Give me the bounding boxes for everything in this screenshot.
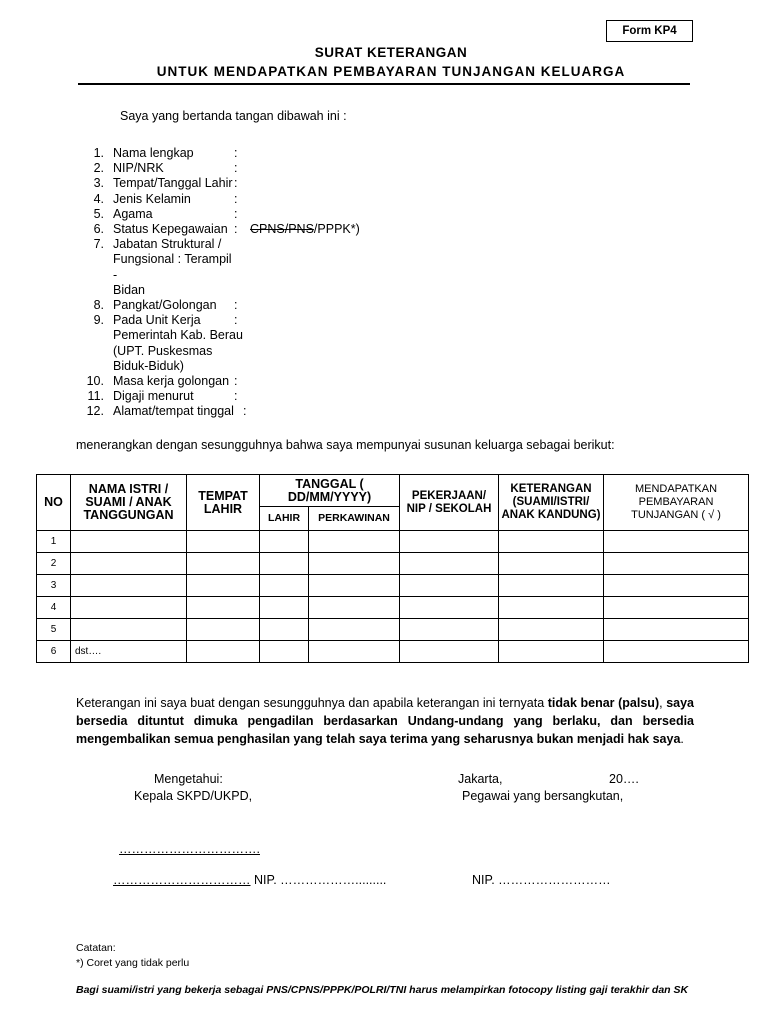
field-label: Digaji menurut (113, 389, 194, 404)
field-masa-kerja (82, 374, 382, 389)
row-nama (71, 619, 187, 641)
field-colon (234, 252, 244, 282)
row-number: 4 (37, 597, 71, 619)
field-label: Pada Unit Kerja (113, 313, 201, 328)
field-number: 10. (86, 374, 104, 389)
field-jabatan-cont (82, 252, 382, 282)
signature-dotted-line: ……………………………. (119, 842, 260, 856)
row-cell (260, 619, 309, 641)
field-number (82, 344, 113, 359)
field-label: Tempat/Tanggal Lahir (113, 176, 233, 191)
field-nama-lengkap (82, 146, 382, 161)
field-jabatan (82, 237, 382, 252)
row-nama: dst…. (71, 641, 187, 663)
field-label: NIP/NRK (113, 161, 164, 176)
table-row (37, 553, 749, 575)
field-label: Jenis Kelamin (113, 191, 191, 206)
field-nip-nrk (82, 161, 382, 176)
family-intro-text: menerangkan dengan sesungguhnya bahwa saya mempunyai susunan keluarga sebagai berikut: (76, 438, 615, 452)
field-label: Agama (113, 206, 153, 221)
statement-text: . (680, 732, 684, 746)
header-no: NO (37, 475, 71, 531)
notes-title: Catatan: (76, 942, 116, 954)
row-cell (260, 575, 309, 597)
field-number: 7. (93, 237, 104, 252)
field-colon: : (234, 389, 238, 404)
row-cell (309, 641, 400, 663)
field-colon: : (234, 298, 238, 313)
row-cell (604, 575, 749, 597)
signature-pegawai: Pegawai yang bersangkutan, (462, 789, 624, 803)
row-cell (400, 619, 499, 641)
row-number: 1 (37, 531, 71, 553)
struck-pns: PNS (288, 222, 314, 237)
row-cell (187, 575, 260, 597)
row-cell (604, 619, 749, 641)
signature-mengetahui: Mengetahui: (154, 772, 223, 786)
form-code-box: Form KP4 (606, 20, 693, 42)
signature-year: 20…. (609, 772, 639, 786)
field-number: 5. (93, 206, 104, 221)
title-underline (78, 83, 690, 85)
field-colon: : (234, 191, 238, 206)
struck-separator: / (284, 222, 289, 237)
statement-bold-palsu: tidak benar (palsu) (547, 696, 660, 710)
field-status-kepegawaian (82, 222, 382, 237)
statement-bold-commitment: saya bersedia dituntut dimuka pengadilan berdasarkan Undang-undang yang berlaku, dan bersedia mengembalikan semua penghasilan yang telah saya terima yang seharusnya bukan menjadi hak saya (76, 696, 694, 746)
field-colon: : (234, 222, 238, 237)
header-mendapatkan: MENDAPATKAN PEMBAYARAN TUNJANGAN ( √ ) (604, 475, 749, 531)
table-row (37, 619, 749, 641)
name-dots: …………………………… (113, 873, 251, 887)
field-label: Biduk-Biduk) (113, 358, 184, 373)
header-keterangan: KETERANGAN (SUAMI/ISTRI/ ANAK KANDUNG) (499, 475, 604, 531)
row-cell (309, 553, 400, 575)
nip-left: NIP. ………………......... (250, 873, 387, 887)
field-colon (234, 359, 244, 374)
signature-place: Jakarta, (458, 772, 503, 786)
row-cell (499, 575, 604, 597)
field-number: 12. (86, 404, 104, 419)
field-number (82, 283, 113, 298)
row-number: 6 (37, 641, 71, 663)
struck-cpns: CPNS (250, 222, 285, 237)
field-colon: : (234, 313, 238, 328)
field-label: Bidan (113, 282, 145, 297)
field-colon: : (234, 146, 238, 160)
signature-kepala: Kepala SKPD/UKPD, (134, 789, 253, 803)
row-cell (400, 575, 499, 597)
field-label: Pangkat/Golongan (113, 298, 217, 313)
row-nama (71, 531, 187, 553)
row-cell (400, 553, 499, 575)
field-digaji-menurut (82, 389, 382, 404)
row-cell (400, 597, 499, 619)
field-colon: : (234, 161, 238, 176)
row-cell (187, 553, 260, 575)
family-table (36, 474, 749, 663)
row-number: 2 (37, 553, 71, 575)
field-number: 11. (87, 389, 104, 404)
field-colon: : (234, 374, 238, 389)
row-cell (499, 619, 604, 641)
field-number (82, 328, 113, 343)
notes-item: *) Coret yang tidak perlu (76, 957, 190, 969)
table-row (37, 575, 749, 597)
field-pangkat-golongan (82, 298, 382, 313)
row-cell (400, 531, 499, 553)
row-cell (187, 597, 260, 619)
field-unit-kerja-cont3 (82, 359, 382, 374)
field-number: 6. (93, 222, 104, 237)
field-label: Alamat/tempat tinggal (113, 404, 234, 419)
row-cell (499, 553, 604, 575)
row-cell (499, 531, 604, 553)
statement-text: Keterangan ini saya buat dengan sesungguhnya dan apabila keterangan ini ternyata (76, 696, 548, 710)
field-alamat (82, 404, 382, 419)
row-number: 3 (37, 575, 71, 597)
statement-text: , (659, 696, 667, 710)
document-subtitle: UNTUK MENDAPATKAN PEMBAYARAN TUNJANGAN KELUARGA (156, 64, 626, 79)
table-row (37, 531, 749, 553)
field-label: Pemerintah Kab. Berau (113, 328, 243, 343)
field-number (82, 252, 113, 282)
field-label: Nama lengkap (113, 146, 194, 160)
field-colon: : (234, 176, 238, 191)
row-cell (187, 619, 260, 641)
row-cell (309, 575, 400, 597)
field-unit-kerja-cont (82, 328, 382, 343)
row-nama (71, 575, 187, 597)
header-lahir: LAHIR (260, 507, 309, 531)
row-cell (187, 531, 260, 553)
field-label: Status Kepegawaian (113, 222, 228, 237)
field-colon: : (243, 404, 247, 419)
header-tanggal: TANGGAL ( DD/MM/YYYY) (260, 475, 400, 507)
footer-note: Bagi suami/istri yang bekerja sebagai PNS/CPNS/PPPK/POLRI/TNI harus melampirkan fotocopy listing gaji terakhir dan SK (76, 984, 689, 996)
status-kepegawaian-value (244, 222, 360, 237)
field-number: 9. (93, 313, 104, 328)
statement-paragraph (76, 694, 694, 748)
row-nama (71, 553, 187, 575)
row-cell (260, 531, 309, 553)
row-cell (604, 597, 749, 619)
row-number: 5 (37, 619, 71, 641)
field-number (82, 359, 113, 374)
field-label: Jabatan Struktural / (113, 237, 222, 252)
row-cell (260, 641, 309, 663)
row-cell (604, 553, 749, 575)
intro-text: Saya yang bertanda tangan dibawah ini : (120, 109, 347, 123)
row-nama (71, 597, 187, 619)
row-cell (260, 553, 309, 575)
row-cell (309, 531, 400, 553)
row-cell (187, 641, 260, 663)
field-number: 4. (93, 191, 104, 206)
row-cell (400, 641, 499, 663)
field-number: 8. (93, 298, 104, 313)
field-unit-kerja-cont2 (82, 344, 382, 359)
header-perkawinan: PERKAWINAN (309, 507, 400, 531)
row-cell (604, 531, 749, 553)
nip-right: NIP. ……………………… (472, 873, 611, 887)
document-title: SURAT KETERANGAN (314, 45, 468, 60)
field-tempat-tanggal-lahir (82, 176, 382, 191)
field-agama (82, 207, 382, 222)
field-colon (234, 283, 244, 298)
row-cell (499, 597, 604, 619)
row-cell (604, 641, 749, 663)
field-colon (253, 328, 263, 343)
field-colon (234, 237, 244, 252)
field-number: 2. (93, 161, 104, 176)
field-number: 3. (93, 176, 104, 191)
row-cell (309, 619, 400, 641)
table-row (37, 597, 749, 619)
field-label: Fungsional : Terampil - (113, 252, 232, 282)
header-nama: NAMA ISTRI / SUAMI / ANAK TANGGUNGAN (71, 475, 187, 531)
personal-fields-list (82, 146, 382, 420)
row-cell (260, 597, 309, 619)
table-row (37, 641, 749, 663)
field-jabatan-cont2 (82, 283, 382, 298)
status-remaining: /PPPK*) (313, 222, 360, 237)
header-pekerjaan: PEKERJAAN/ NIP / SEKOLAH (400, 475, 499, 531)
field-unit-kerja (82, 313, 382, 328)
header-tempat-lahir: TEMPAT LAHIR (187, 475, 260, 531)
signature-name-line (113, 873, 386, 887)
field-colon: : (234, 206, 238, 221)
row-cell (499, 641, 604, 663)
row-cell (309, 597, 400, 619)
field-number: 1. (93, 146, 104, 160)
field-colon (234, 344, 244, 359)
field-jenis-kelamin (82, 192, 382, 207)
field-label: (UPT. Puskesmas (113, 343, 213, 358)
field-label: Masa kerja golongan (113, 374, 230, 389)
